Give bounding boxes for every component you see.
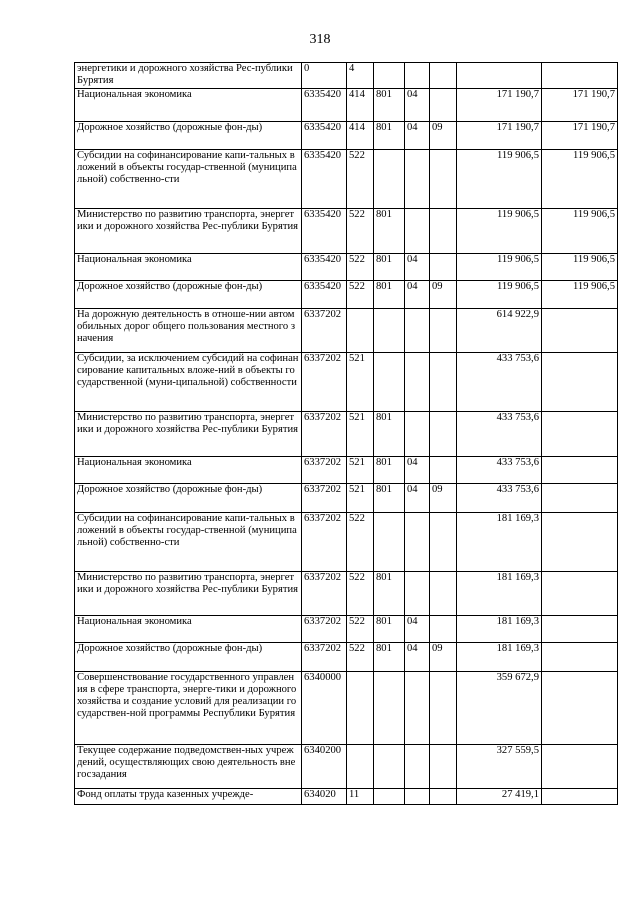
- row-pr-code: [430, 456, 457, 483]
- row-pr-code: [430, 411, 457, 456]
- row-pr-code: [430, 671, 457, 744]
- row-name: Национальная экономика: [75, 88, 302, 121]
- row-rz-code: 04: [405, 483, 430, 512]
- row-rz-code: [405, 352, 430, 411]
- row-gr-code: 801: [374, 88, 405, 121]
- row-pr-code: 09: [430, 121, 457, 149]
- row-vr-code: 522: [347, 149, 374, 208]
- row-gr-code: [374, 149, 405, 208]
- row-name: Субсидии на софинансирование капи-тальных вложений в объекты государ-ственной (муниципальной) собственно-сти: [75, 512, 302, 571]
- row-csr-code: 6340000: [302, 671, 347, 744]
- table-row: [75, 512, 618, 571]
- row-vr-code: 414: [347, 121, 374, 149]
- row-amount-2: [542, 571, 618, 615]
- row-rz-code: [405, 208, 430, 253]
- row-gr-code: [374, 512, 405, 571]
- row-amount-1: 433 753,6: [457, 411, 542, 456]
- row-name: Дорожное хозяйство (дорожные фон-ды): [75, 280, 302, 308]
- row-name: Министерство по развитию транспорта, энергетики и дорожного хозяйства Рес-публики Бурятия: [75, 208, 302, 253]
- budget-table-body: [75, 63, 618, 805]
- row-amount-1: 614 922,9: [457, 308, 542, 352]
- row-vr-code: 11: [347, 788, 374, 804]
- row-rz-code: [405, 308, 430, 352]
- row-name: Дорожное хозяйство (дорожные фон-ды): [75, 121, 302, 149]
- row-amount-2: [542, 352, 618, 411]
- row-amount-1: 119 906,5: [457, 280, 542, 308]
- row-csr-code: 6337202: [302, 642, 347, 671]
- row-rz-code: 04: [405, 642, 430, 671]
- row-csr-code: 6340200: [302, 744, 347, 788]
- row-pr-code: 09: [430, 483, 457, 512]
- row-gr-code: 801: [374, 253, 405, 280]
- row-amount-2: [542, 308, 618, 352]
- row-amount-2: [542, 788, 618, 804]
- row-amount-1: 171 190,7: [457, 88, 542, 121]
- row-amount-2: 119 906,5: [542, 253, 618, 280]
- row-gr-code: [374, 671, 405, 744]
- row-gr-code: 801: [374, 615, 405, 642]
- row-vr-code: [347, 671, 374, 744]
- row-pr-code: [430, 512, 457, 571]
- row-vr-code: 522: [347, 571, 374, 615]
- row-rz-code: 04: [405, 615, 430, 642]
- row-amount-2: 171 190,7: [542, 121, 618, 149]
- row-gr-code: [374, 744, 405, 788]
- row-csr-code: 6337202: [302, 411, 347, 456]
- row-name: Фонд оплаты труда казенных учрежде-: [75, 788, 302, 804]
- row-amount-1: 119 906,5: [457, 208, 542, 253]
- table-row: [75, 308, 618, 352]
- row-csr-code: 0: [302, 63, 347, 89]
- row-amount-2: [542, 63, 618, 89]
- row-csr-code: 6335420: [302, 253, 347, 280]
- row-amount-1: 433 753,6: [457, 352, 542, 411]
- row-amount-2: 119 906,5: [542, 280, 618, 308]
- row-amount-1: 119 906,5: [457, 149, 542, 208]
- row-vr-code: 4: [347, 63, 374, 89]
- row-pr-code: 09: [430, 280, 457, 308]
- row-name: Субсидии на софинансирование капи-тальных вложений в объекты государ-ственной (муниципальной) собственно-сти: [75, 149, 302, 208]
- row-rz-code: 04: [405, 88, 430, 121]
- budget-table: [74, 62, 618, 805]
- row-pr-code: [430, 253, 457, 280]
- row-csr-code: 6337202: [302, 512, 347, 571]
- row-name: Дорожное хозяйство (дорожные фон-ды): [75, 642, 302, 671]
- row-vr-code: 522: [347, 280, 374, 308]
- row-gr-code: [374, 352, 405, 411]
- row-csr-code: 634020: [302, 788, 347, 804]
- row-amount-2: [542, 456, 618, 483]
- page-number: 318: [309, 32, 331, 47]
- row-name: Национальная экономика: [75, 253, 302, 280]
- row-rz-code: [405, 149, 430, 208]
- row-amount-2: [542, 615, 618, 642]
- row-vr-code: 522: [347, 253, 374, 280]
- row-rz-code: [405, 744, 430, 788]
- row-rz-code: [405, 63, 430, 89]
- table-row: [75, 121, 618, 149]
- row-gr-code: [374, 308, 405, 352]
- row-amount-1: 181 169,3: [457, 512, 542, 571]
- row-csr-code: 6337202: [302, 352, 347, 411]
- row-gr-code: 801: [374, 456, 405, 483]
- row-gr-code: 801: [374, 483, 405, 512]
- row-amount-2: 119 906,5: [542, 208, 618, 253]
- row-vr-code: 414: [347, 88, 374, 121]
- row-rz-code: 04: [405, 253, 430, 280]
- row-csr-code: 6335420: [302, 88, 347, 121]
- row-name: Министерство по развитию транспорта, энергетики и дорожного хозяйства Рес-публики Бурятия: [75, 571, 302, 615]
- row-pr-code: [430, 352, 457, 411]
- table-row: [75, 744, 618, 788]
- row-gr-code: [374, 63, 405, 89]
- row-gr-code: 801: [374, 208, 405, 253]
- row-csr-code: 6335420: [302, 208, 347, 253]
- row-amount-1: 181 169,3: [457, 571, 542, 615]
- row-vr-code: 521: [347, 483, 374, 512]
- row-amount-1: 433 753,6: [457, 483, 542, 512]
- row-amount-2: 119 906,5: [542, 149, 618, 208]
- row-rz-code: 04: [405, 456, 430, 483]
- row-vr-code: [347, 308, 374, 352]
- row-vr-code: 522: [347, 615, 374, 642]
- row-csr-code: 6337202: [302, 483, 347, 512]
- row-vr-code: 522: [347, 208, 374, 253]
- row-csr-code: 6335420: [302, 149, 347, 208]
- row-pr-code: [430, 615, 457, 642]
- row-pr-code: [430, 63, 457, 89]
- row-amount-1: 171 190,7: [457, 121, 542, 149]
- row-amount-1: [457, 63, 542, 89]
- table-row: [75, 788, 618, 804]
- row-pr-code: [430, 88, 457, 121]
- row-pr-code: [430, 308, 457, 352]
- row-gr-code: 801: [374, 571, 405, 615]
- row-rz-code: [405, 411, 430, 456]
- row-name: Дорожное хозяйство (дорожные фон-ды): [75, 483, 302, 512]
- table-row: [75, 88, 618, 121]
- table-row: [75, 280, 618, 308]
- row-amount-2: [542, 512, 618, 571]
- table-row: [75, 253, 618, 280]
- row-rz-code: [405, 571, 430, 615]
- row-vr-code: 521: [347, 411, 374, 456]
- row-amount-2: [542, 671, 618, 744]
- row-gr-code: 801: [374, 280, 405, 308]
- row-amount-2: [542, 411, 618, 456]
- table-row: [75, 571, 618, 615]
- row-name: Текущее содержание подведомствен-ных учреждений, осуществляющих свою деятельность вне госзадания: [75, 744, 302, 788]
- row-pr-code: [430, 571, 457, 615]
- row-rz-code: [405, 671, 430, 744]
- row-csr-code: 6337202: [302, 615, 347, 642]
- table-row: [75, 411, 618, 456]
- row-amount-1: 433 753,6: [457, 456, 542, 483]
- row-vr-code: [347, 744, 374, 788]
- row-pr-code: [430, 208, 457, 253]
- row-vr-code: 522: [347, 642, 374, 671]
- row-rz-code: 04: [405, 121, 430, 149]
- row-amount-2: [542, 744, 618, 788]
- row-name: Министерство по развитию транспорта, энергетики и дорожного хозяйства Рес-публики Бурятия: [75, 411, 302, 456]
- table-row: [75, 63, 618, 89]
- row-amount-1: 119 906,5: [457, 253, 542, 280]
- table-row: [75, 456, 618, 483]
- row-amount-1: 327 559,5: [457, 744, 542, 788]
- row-pr-code: [430, 788, 457, 804]
- table-row: [75, 671, 618, 744]
- table-row: [75, 642, 618, 671]
- row-pr-code: [430, 149, 457, 208]
- row-amount-2: [542, 483, 618, 512]
- row-vr-code: 521: [347, 456, 374, 483]
- table-row: [75, 149, 618, 208]
- row-pr-code: [430, 744, 457, 788]
- row-vr-code: 521: [347, 352, 374, 411]
- row-amount-2: 171 190,7: [542, 88, 618, 121]
- row-csr-code: 6337202: [302, 308, 347, 352]
- row-amount-1: 181 169,3: [457, 615, 542, 642]
- table-row: [75, 615, 618, 642]
- row-rz-code: 04: [405, 280, 430, 308]
- row-name: Совершенствование государственного управления в сфере транспорта, энерге-тики и дорожного хозяйства и создание условий для реализации государствен-ной программы Республики Бурятия: [75, 671, 302, 744]
- row-name: На дорожную деятельность в отноше-нии автомобильных дорог общего пользования местного значения: [75, 308, 302, 352]
- row-csr-code: 6337202: [302, 571, 347, 615]
- row-rz-code: [405, 512, 430, 571]
- row-name: Субсидии, за исключением субсидий на софинансирование капитальных вложе-ний в объекты государственной (муни-ципальной) собственности: [75, 352, 302, 411]
- row-name: Национальная экономика: [75, 456, 302, 483]
- row-pr-code: 09: [430, 642, 457, 671]
- row-gr-code: 801: [374, 121, 405, 149]
- row-vr-code: 522: [347, 512, 374, 571]
- row-rz-code: [405, 788, 430, 804]
- row-csr-code: 6335420: [302, 121, 347, 149]
- row-name: энергетики и дорожного хозяйства Рес-публики Бурятия: [75, 63, 302, 89]
- table-row: [75, 352, 618, 411]
- row-amount-1: 359 672,9: [457, 671, 542, 744]
- row-gr-code: 801: [374, 642, 405, 671]
- row-amount-1: 181 169,3: [457, 642, 542, 671]
- row-gr-code: [374, 788, 405, 804]
- row-csr-code: 6335420: [302, 280, 347, 308]
- row-amount-2: [542, 642, 618, 671]
- table-row: [75, 208, 618, 253]
- row-csr-code: 6337202: [302, 456, 347, 483]
- row-name: Национальная экономика: [75, 615, 302, 642]
- row-amount-1: 27 419,1: [457, 788, 542, 804]
- table-row: [75, 483, 618, 512]
- row-gr-code: 801: [374, 411, 405, 456]
